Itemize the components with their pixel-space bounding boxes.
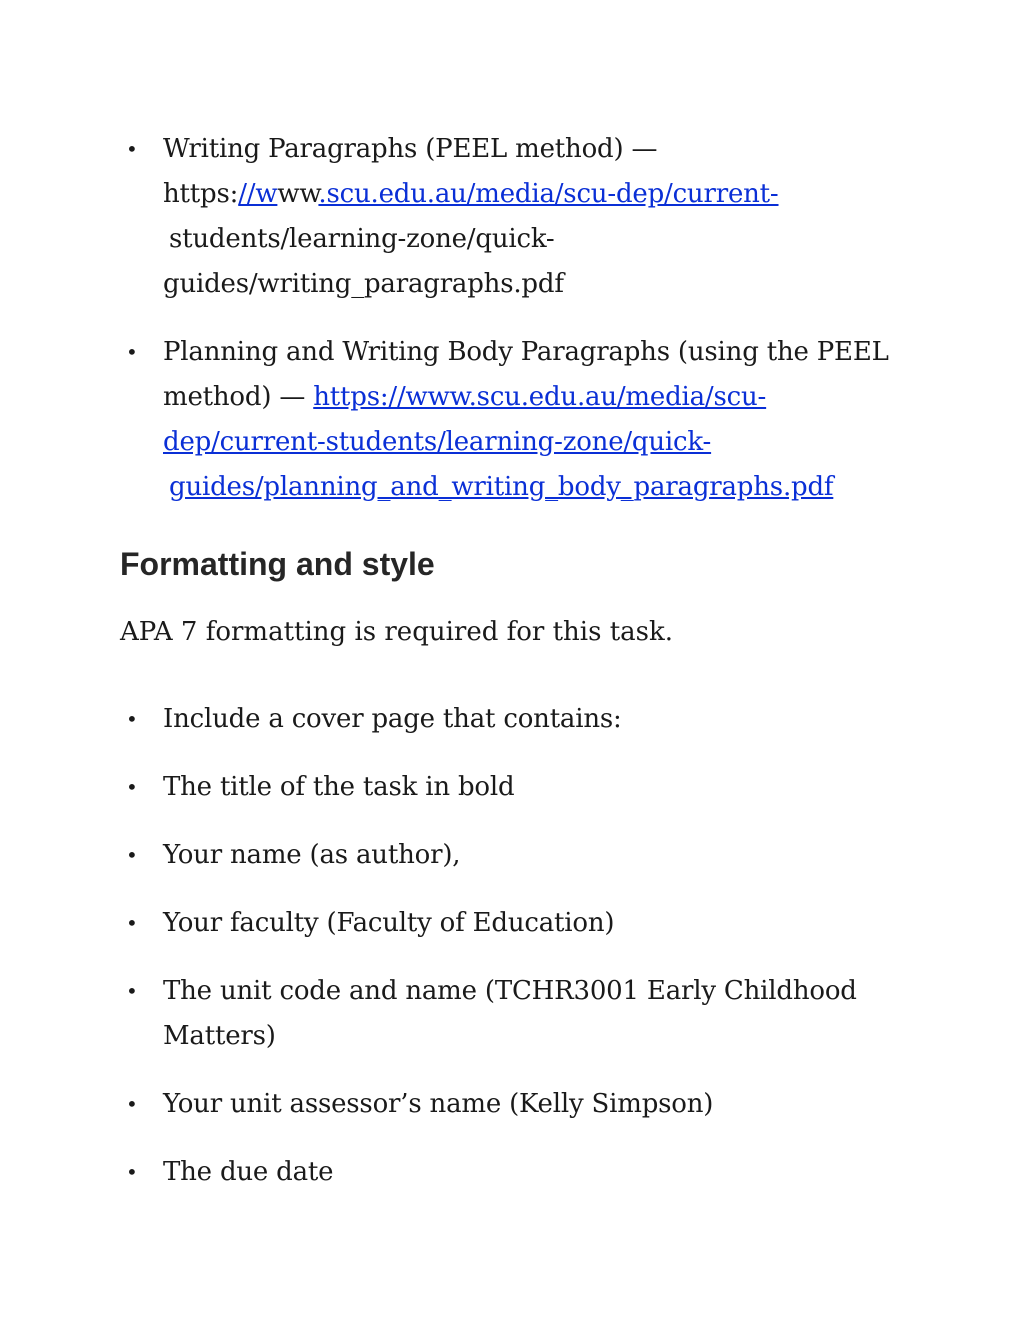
list-item [120,901,900,946]
bullet-icon: • [126,707,138,731]
list-item [120,765,900,810]
resource-url-line [163,420,900,465]
list-item [120,127,900,330]
list-item-text: The title of the task in bold [163,772,515,802]
resource-url-line: students/learning-zone/quick- [169,224,555,254]
list-item-text: The unit code and name (TCHR3001 Early Childhood [163,976,857,1006]
url-link[interactable]: dep/current-students/learning-zone/quick- [163,427,712,457]
resource-url-line [163,172,900,217]
list-item [120,697,900,742]
bullet-icon: • [126,137,138,161]
list-item-text: Include a cover page that contains: [163,704,622,734]
list-item [120,330,900,510]
url-link[interactable]: //w [238,179,278,209]
resource-url-line [163,375,900,420]
url-link[interactable]: .scu.edu.au/media/scu-dep/current- [318,179,779,209]
section-heading: Formatting and style [120,546,435,582]
url-plain: ww [277,179,319,209]
list-item-text: Your unit assessor’s name (Kelly Simpson) [163,1089,714,1119]
list-item [120,833,900,878]
cover-page-requirements-list [120,697,900,1218]
bullet-icon: • [126,843,138,867]
resource-title: Planning and Writing Body Paragraphs (using the PEEL [163,337,889,367]
bullet-icon: • [126,979,138,1003]
resource-title: Writing Paragraphs (PEEL method) — [163,134,658,164]
list-item [120,1150,900,1195]
list-item-text-continued: Matters) [163,1021,276,1051]
intro-paragraph: APA 7 formatting is required for this task. [120,617,674,647]
url-link[interactable]: https://www.scu.edu.au/media/scu- [313,382,767,412]
bullet-icon: • [126,911,138,935]
bullet-icon: • [126,340,138,364]
bullet-icon: • [126,1160,138,1184]
bullet-icon: • [126,1092,138,1116]
url-link[interactable]: guides/planning_and_writing_body_paragraphs.pdf [169,472,834,502]
resource-title-end: method) — [163,382,314,412]
resource-url-line: guides/writing_paragraphs.pdf [163,269,564,299]
list-item-text: Your faculty (Faculty of Education) [163,908,615,938]
list-item [120,1082,900,1127]
url-prefix: https: [163,179,239,209]
list-item-text: The due date [163,1157,334,1187]
resource-url-line [163,465,900,510]
bullet-icon: • [126,775,138,799]
resource-links-list [120,127,900,510]
list-item-text: Your name (as author), [163,840,461,870]
list-item [120,969,900,1059]
